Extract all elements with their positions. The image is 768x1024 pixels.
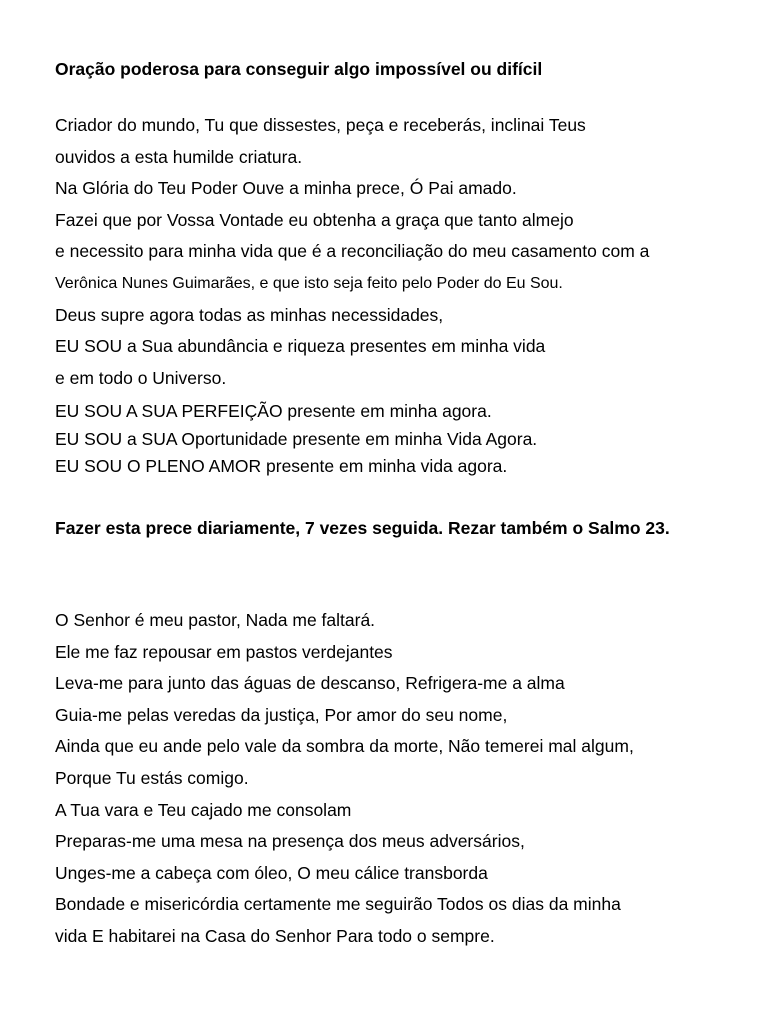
prayer-line: EU SOU a Sua abundância e riqueza presentes em minha vida: [55, 336, 546, 357]
psalm-line: Preparas-me uma mesa na presença dos meus adversários,: [55, 831, 525, 852]
prayer-line: Fazei que por Vossa Vontade eu obtenha a graça que tanto almejo: [55, 209, 574, 230]
affirmation-line: EU SOU A SUA PERFEIÇÃO presente em minha agora.: [55, 401, 492, 421]
psalm-line: Bondade e misericórdia certamente me seguirão Todos os dias da minha: [55, 894, 621, 915]
psalm-23-text: [55, 605, 634, 953]
psalm-line: Leva-me para junto das águas de descanso, Refrigera-me a alma: [55, 673, 565, 694]
prayer-text: [55, 110, 649, 394]
prayer-line: e necessito para minha vida que é a reconciliação do meu casamento com a: [55, 241, 650, 262]
prayer-line: Criador do mundo, Tu que dissestes, peça e receberás, inclinai Teus: [55, 115, 586, 135]
psalm-line: Ele me faz repousar em pastos verdejantes: [55, 641, 393, 662]
affirmations: [55, 398, 537, 481]
prayer-line: Na Glória do Teu Poder Ouve a minha prece, Ó Pai amado.: [55, 178, 517, 199]
psalm-line: Unges-me a cabeça com óleo, O meu cálice transborda: [55, 862, 488, 883]
psalm-line: Ainda que eu ande pelo vale da sombra da morte, Não temerei mal algum,: [55, 736, 634, 757]
psalm-line: vida E habitarei na Casa do Senhor Para todo o sempre.: [55, 925, 495, 946]
document-title: Oração poderosa para conseguir algo impossível ou difícil: [55, 59, 543, 79]
prayer-line: ouvidos a esta humilde criatura.: [55, 146, 303, 167]
instruction-text: Fazer esta prece diariamente, 7 vezes seguida. Rezar também o Salmo 23.: [55, 518, 670, 538]
psalm-line: Porque Tu estás comigo.: [55, 767, 249, 788]
affirmation-line: EU SOU O PLENO AMOR presente em minha vida agora.: [55, 456, 508, 476]
prayer-line: Deus supre agora todas as minhas necessidades,: [55, 304, 444, 325]
psalm-line: A Tua vara e Teu cajado me consolam: [55, 799, 352, 820]
psalm-line: Guia-me pelas veredas da justiça, Por amor do seu nome,: [55, 704, 508, 725]
affirmation-line: EU SOU a SUA Oportunidade presente em minha Vida Agora.: [55, 428, 538, 449]
prayer-line: Verônica Nunes Guimarães, e que isto seja feito pelo Poder do Eu Sou.: [55, 274, 563, 292]
psalm-line: O Senhor é meu pastor, Nada me faltará.: [55, 610, 376, 630]
prayer-line: e em todo o Universo.: [55, 367, 227, 388]
